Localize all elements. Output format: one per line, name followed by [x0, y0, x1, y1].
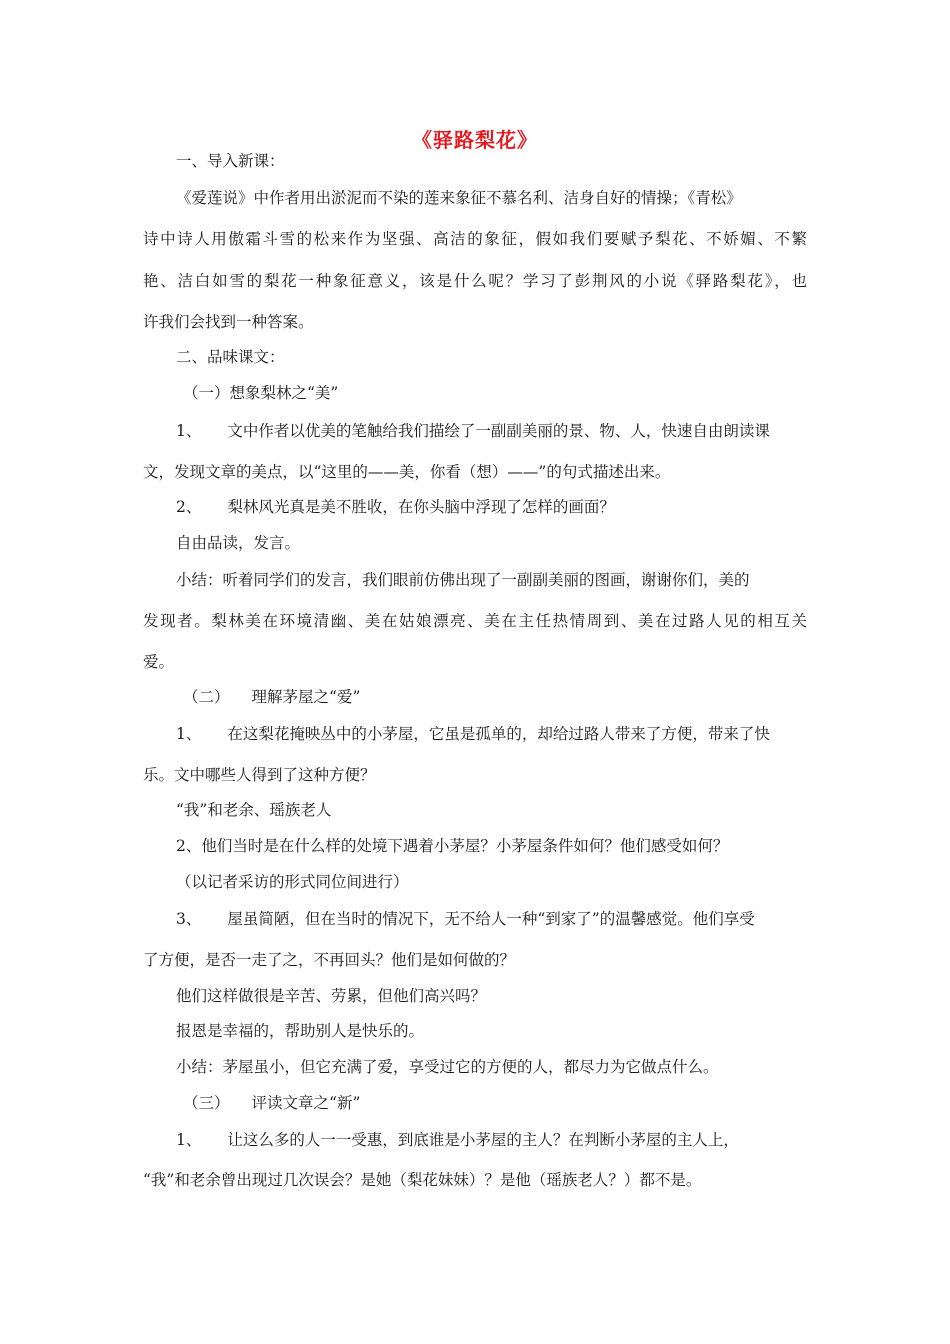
subsection-text: 理解茅屋之“爱”	[251, 688, 361, 706]
paragraph-line: “我”和老余、瑶族老人	[176, 801, 332, 819]
subsection-text: 评读文章之“新”	[251, 1094, 361, 1112]
paragraph-line: （以记者采访的形式同位间进行）	[176, 873, 409, 891]
subsection-number: （三）	[183, 1094, 230, 1112]
item-number: 1、	[176, 725, 202, 743]
section-heading-1: 一、导入新课：	[176, 152, 285, 170]
paragraph-line: 小结：听着同学们的发言，我们眼前仿佛出现了一副副美丽的图画，谢谢你们，美的	[176, 571, 750, 589]
item-text: 屋虽简陋，但在当时的情况下，无不给人一种“到家了”的温馨感觉。他们享受	[227, 910, 755, 928]
paragraph-line: 发现者。梨林美在环境清幽、美在姑娘漂亮、美在主任热情周到、美在过路人见的相互关	[143, 612, 807, 630]
paragraph-line: 乐。文中哪些人得到了这种方便？	[143, 766, 376, 784]
section-heading-2: 二、品味课文：	[176, 348, 285, 366]
paragraph-line: 诗中诗人用傲霜斗雪的松来作为坚强、高洁的象征，假如我们要赋予梨花、不娇媚、不繁	[143, 230, 807, 248]
paragraph-line: 许我们会找到一种答案。	[143, 313, 314, 331]
paragraph-line: 他们这样做很是辛苦、劳累，但他们高兴吗？	[176, 987, 487, 1005]
subsection-heading-2	[183, 687, 360, 707]
item-number: 1、	[176, 1131, 202, 1149]
item-text: 文中作者以优美的笔触给我们描绘了一副副美丽的景、物、人，快速自由朗读课	[227, 422, 770, 440]
item-number: 1、	[176, 422, 202, 440]
document-title: 《驿路梨花》	[412, 128, 538, 152]
numbered-item	[176, 1130, 739, 1150]
paragraph-line: 了方便，是否一走了之，不再回头？他们是如何做的？	[143, 951, 516, 969]
paragraph-line: 报恩是幸福的，帮助别人是快乐的。	[176, 1022, 425, 1040]
item-number: 3、	[176, 910, 202, 928]
paragraph-line: 自由品读，发言。	[176, 534, 301, 552]
item-text: 在这梨花掩映丛中的小茅屋，它虽是孤单的，却给过路人带来了方便，带来了快	[227, 725, 770, 743]
numbered-item	[176, 421, 770, 441]
numbered-item	[176, 909, 755, 929]
paragraph-line: 爱。	[143, 653, 175, 671]
item-text: 梨林风光真是美不胜收，在你头脑中浮现了怎样的画面？	[227, 498, 615, 516]
paragraph-line: 文，发现文章的美点，以“这里的——美，你看（想）——”的句式描述出来。	[143, 463, 671, 481]
subsection-number: （二）	[183, 688, 230, 706]
subsection-heading-1: （一）想象梨林之“美”	[183, 384, 339, 402]
item-text: 让这么多的人一一受惠，到底谁是小茅屋的主人？在判断小茅屋的主人上，	[227, 1131, 739, 1149]
numbered-item	[176, 724, 770, 744]
paragraph-line: 艳、洁白如雪的梨花一种象征意义，该是什么呢？学习了彭荆风的小说《驿路梨花》，也	[143, 272, 807, 290]
numbered-item: 2、他们当时是在什么样的处境下遇着小茅屋？小茅屋条件如何？他们感受如何？	[176, 837, 729, 855]
paragraph-line: 《爱莲说》中作者用出淤泥而不染的莲来象征不慕名利、洁身自好的情操；《青松》	[176, 189, 742, 207]
numbered-item	[176, 497, 615, 517]
item-number: 2、	[176, 498, 202, 516]
subsection-heading-3	[183, 1093, 360, 1113]
paragraph-line: 小结：茅屋虽小，但它充满了爱，享受过它的方便的人，都尽力为它做点什么。	[176, 1058, 719, 1076]
paragraph-line: “我”和老余曾出现过几次误会？是她（梨花妹妹）？是他（瑶族老人？）都不是。	[143, 1171, 702, 1189]
